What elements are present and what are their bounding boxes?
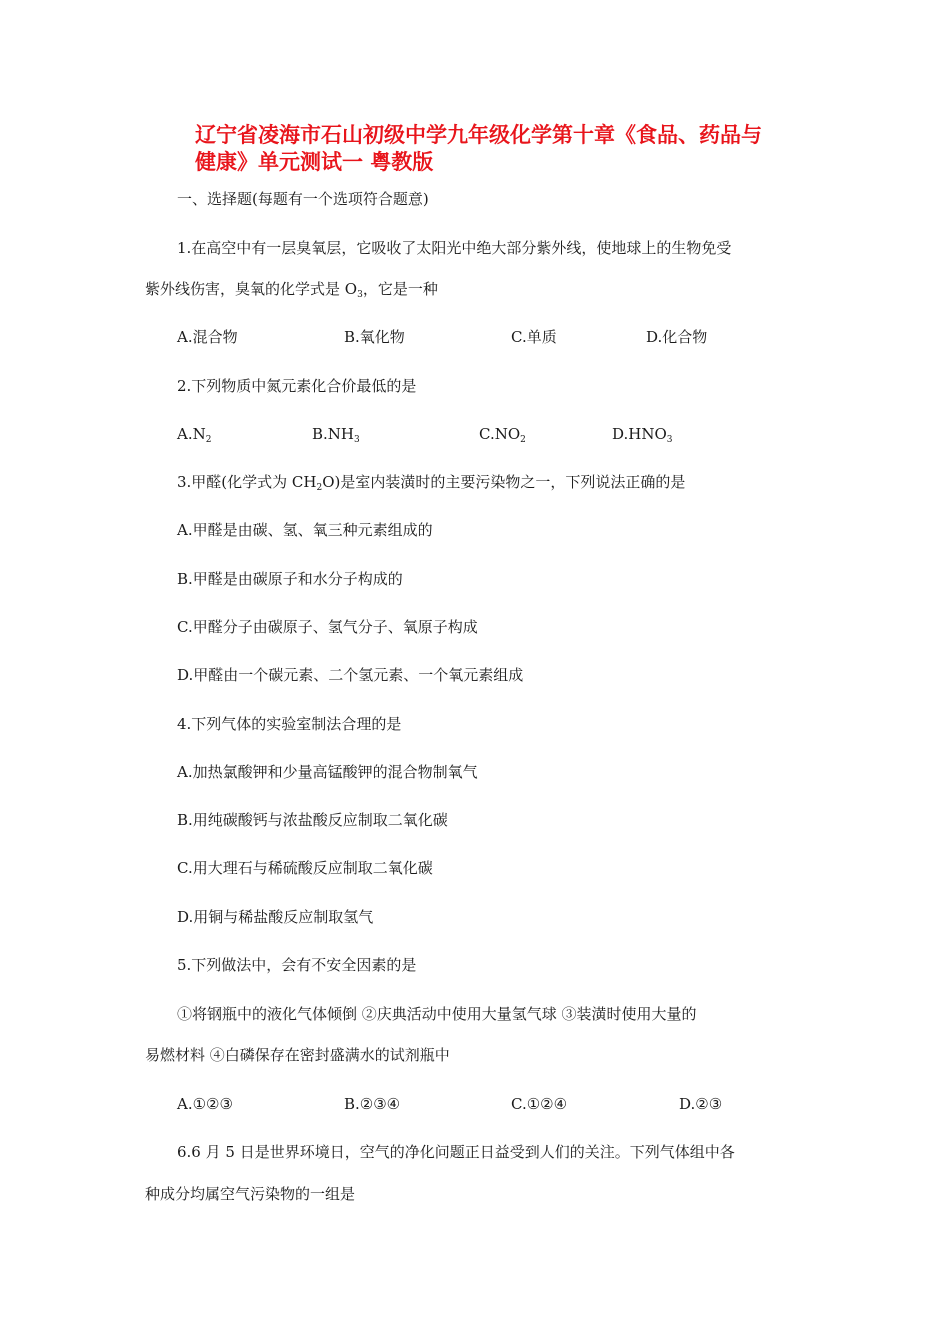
q2-option-d: $D.HNO_3$ <box>612 425 673 445</box>
q1-option-a: A.混合物 <box>177 328 238 346</box>
q2-option-c: $C.NO_2$ <box>479 425 526 445</box>
title-line-2: 健康》单元测试一 粤教版 <box>195 150 434 174</box>
q4-stem: 4.下列气体的实验室制法合理的是 <box>177 715 402 733</box>
q6-stem-line-2: 种成分均属空气污染物的一组是 <box>145 1185 356 1203</box>
q1-stem-line-1: 1.在高空中有一层臭氧层，它吸收了太阳光中绝大部分紫外线，使地球上的生物免受 <box>177 239 732 257</box>
q4-option-a: A.加热氯酸钾和少量高锰酸钾的混合物制氧气 <box>177 763 478 781</box>
q4-option-b: B.用纯碳酸钙与浓盐酸反应制取二氧化碳 <box>177 811 448 829</box>
q5-option-d: D.②③ <box>679 1095 723 1113</box>
q5-option-a: A.①②③ <box>177 1095 233 1113</box>
q5-option-c: C.①②④ <box>511 1095 568 1113</box>
title-line-1: 辽宁省凌海市石山初级中学九年级化学第十章《食品、药品与 <box>195 123 762 147</box>
q3-option-b: B.甲醛是由碳原子和水分子构成的 <box>177 570 403 588</box>
q2-stem: 2.下列物质中氮元素化合价最低的是 <box>177 377 417 395</box>
q2-option-a: $A.N_2$ <box>177 425 212 445</box>
q1-option-b: B.氧化物 <box>344 328 405 346</box>
q4-option-d: D.用铜与稀盐酸反应制取氢气 <box>177 908 374 926</box>
q1-option-c: C.单质 <box>511 328 557 346</box>
q3-stem: 3.甲醛(化学式为 $CH_2O$)是室内装潢时的主要污染物之一，下列说法正确的是 <box>177 473 686 493</box>
q5-items-line-1: ①将钢瓶中的液化气体倾倒 ②庆典活动中使用大量氢气球 ③装潢时使用大量的 <box>177 1005 697 1023</box>
q3-option-a: A.甲醛是由碳、氢、氧三种元素组成的 <box>177 521 433 539</box>
document-title <box>195 122 815 176</box>
q1-stem-line-2: 紫外线伤害，臭氧的化学式是 $O_3$，它是一种 <box>145 280 438 300</box>
q5-option-b: B.②③④ <box>344 1095 401 1113</box>
q6-stem-line-1: 6.6 月 5 日是世界环境日，空气的净化问题正日益受到人们的关注。下列气体组中各 <box>177 1143 735 1161</box>
q1-option-d: D.化合物 <box>646 328 708 346</box>
q2-option-b: $B.NH_3$ <box>312 425 360 445</box>
q3-option-d: D.甲醛由一个碳元素、二个氢元素、一个氧元素组成 <box>177 666 524 684</box>
q5-items-line-2: 易燃材料 ④白磷保存在密封盛满水的试剂瓶中 <box>145 1046 450 1064</box>
q3-option-c: C.甲醛分子由碳原子、氢气分子、氧原子构成 <box>177 618 478 636</box>
q4-option-c: C.用大理石与稀硫酸反应制取二氧化碳 <box>177 859 433 877</box>
q5-stem: 5.下列做法中，会有不安全因素的是 <box>177 956 417 974</box>
section-heading: 一、选择题(每题有一个选项符合题意) <box>177 190 429 208</box>
